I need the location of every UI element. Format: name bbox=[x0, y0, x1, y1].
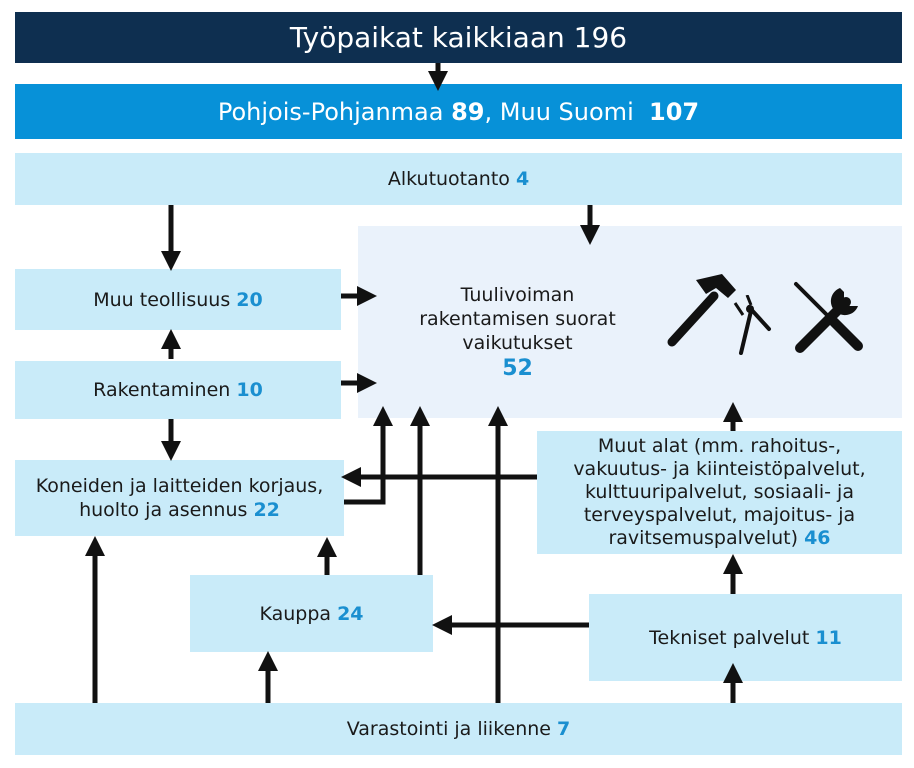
muut-alat-line1: Muut alat (mm. rahoitus-, bbox=[597, 435, 842, 457]
varastointi-value: 7 bbox=[557, 718, 571, 740]
rakentaminen-value: 10 bbox=[236, 379, 263, 401]
direct-impacts-line2: rakentamisen suorat bbox=[419, 308, 616, 330]
direct-impacts-line1: Tuulivoiman bbox=[460, 284, 575, 306]
region-value-2: 107 bbox=[649, 97, 700, 126]
muu-teollisuus-label: Muu teollisuus bbox=[93, 288, 231, 311]
muut-alat-line5: ravitsemuspalvelut) bbox=[608, 527, 799, 549]
total-value: 196 bbox=[573, 20, 628, 54]
muut-alat-value: 46 bbox=[804, 527, 831, 549]
koneiden-line1: Koneiden ja laitteiden korjaus, bbox=[35, 475, 324, 497]
muut-alat-line2: vakuutus- ja kiinteistöpalvelut, bbox=[573, 458, 866, 480]
muu-teollisuus-value: 20 bbox=[236, 288, 263, 311]
direct-impacts-value: 52 bbox=[502, 356, 533, 381]
koneiden-value: 22 bbox=[253, 499, 280, 521]
region-value-1: 89 bbox=[451, 97, 485, 126]
kauppa-label: Kauppa bbox=[259, 602, 332, 625]
muut-alat-line3: kulttuuripalvelut, sosiaali- ja bbox=[585, 481, 854, 503]
tekniset-label: Tekniset palvelut bbox=[649, 626, 810, 649]
koneiden-line2: huolto ja asennus bbox=[79, 499, 248, 521]
total-label: Työpaikat kaikkiaan bbox=[289, 20, 565, 54]
muut-alat-line4: terveyspalvelut, majoitus- ja bbox=[583, 504, 856, 526]
rakentaminen-label: Rakentaminen bbox=[93, 379, 231, 401]
varastointi-label: Varastointi ja liikenne bbox=[346, 718, 551, 740]
direct-impacts-line3: vaikutukset bbox=[462, 332, 573, 354]
alkutuotanto-value: 4 bbox=[515, 168, 530, 190]
region-separator: , bbox=[484, 97, 493, 126]
region-label-1: Pohjois-Pohjanmaa bbox=[217, 97, 444, 126]
region-label-2: Muu Suomi bbox=[499, 97, 634, 126]
tekniset-value: 11 bbox=[815, 626, 842, 649]
arrow-koneiden-direct bbox=[344, 415, 383, 502]
kauppa-value: 24 bbox=[337, 602, 364, 625]
alkutuotanto-label: Alkutuotanto bbox=[387, 168, 510, 190]
